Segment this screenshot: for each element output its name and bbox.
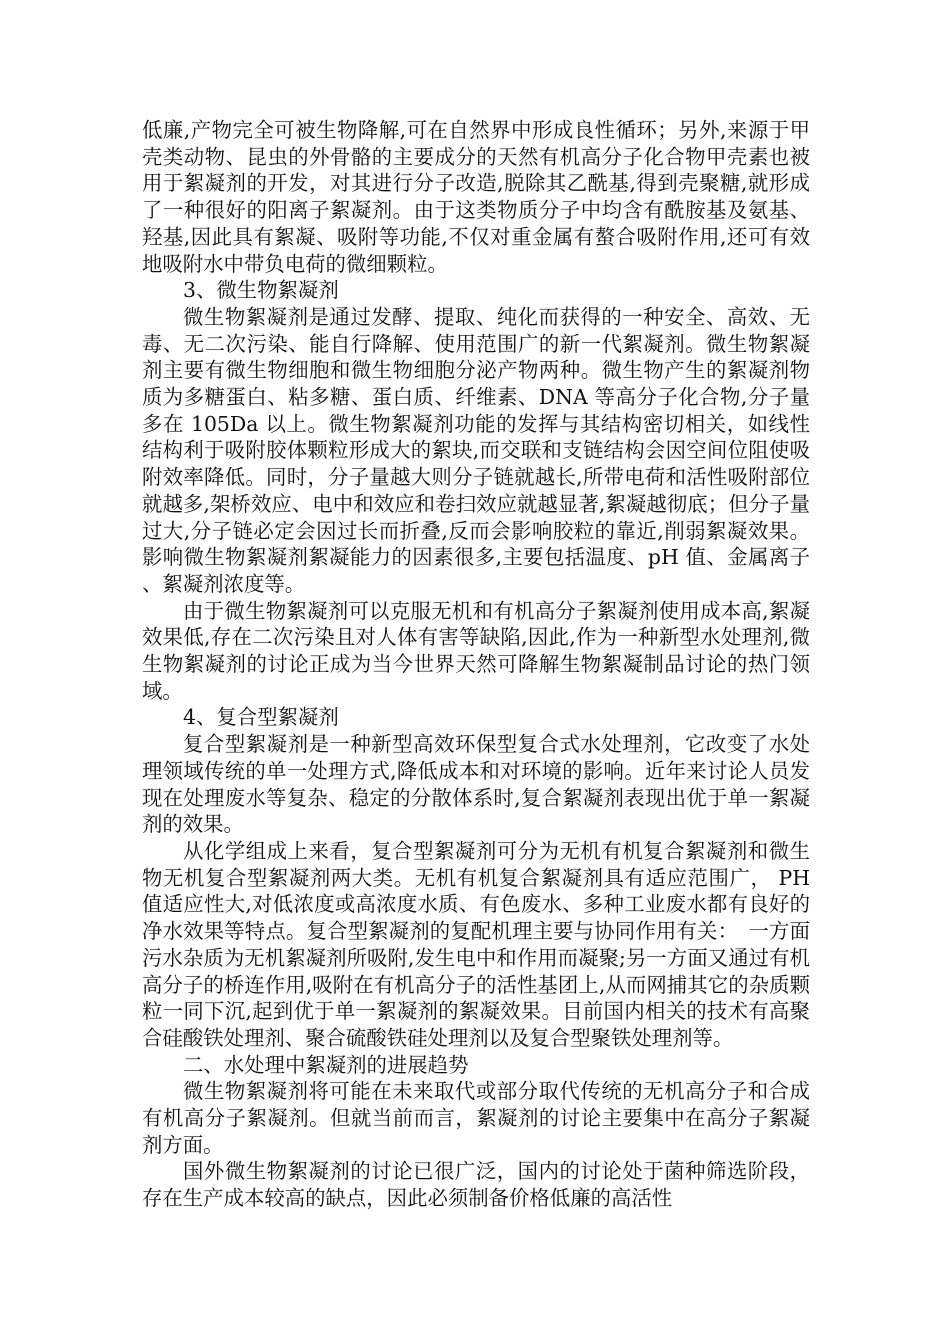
section-heading-composite-flocculant: 4、复合型絮凝剂	[183, 705, 339, 730]
paragraph: 国外微生物絮凝剂的讨论已很广泛，国内的讨论处于菌种筛选阶段，存在生产成本较高的缺点，因此必须制备价格低廉的高活性	[142, 1159, 810, 1211]
paragraph: 复合型絮凝剂是一种新型高效环保型复合式水处理剂，它改变了水处理领域传统的单一处理方式,降低成本和对环境的影响。近年来讨论人员发现在处理废水等复杂、稳定的分散体系时,复合絮凝剂表现出优于单一絮凝剂的效果。	[142, 732, 810, 837]
document-body	[142, 117, 810, 1212]
paragraph: 由于微生物絮凝剂可以克服无机和有机高分子絮凝剂使用成本高,絮凝效果低,存在二次污染且对人体有害等缺陷,因此,作为一种新型水处理剂,微生物絮凝剂的讨论正成为当今世界天然可降解生物絮凝制品讨论的热门领域。	[142, 598, 810, 703]
section-heading-microbial-flocculant: 3、微生物絮凝剂	[183, 278, 339, 303]
paragraph: 微生物絮凝剂是通过发酵、提取、纯化而获得的一种安全、高效、无毒、无二次污染、能自行降解、使用范围广的新一代絮凝剂。微生物絮凝剂主要有微生物细胞和微生物细胞分泌产物两种。微生物产生的絮凝剂物质为多糖蛋白、粘多糖、蛋白质、纤维素、DNA 等高分子化合物,分子量多在 105Da 以上。微生物絮凝剂功能的发挥与其结构密切相关，如线性结构利于吸附胶体颗粒形成大的絮块,而交联和支链结构会因空间位阻使吸附效率降低。同时，分子量越大则分子链就越长,所带电荷和活性吸附部位就越多,架桥效应、电中和效应和卷扫效应就越显著,絮凝越彻底；但分子量过大,分子链必定会因过长而折叠,反而会影响胶粒的靠近,削弱絮凝效果。影响微生物絮凝剂絮凝能力的因素很多,主要包括温度、pH 值、金属离子、絮凝剂浓度等。	[142, 304, 810, 596]
section-heading-development-trend: 二、水处理中絮凝剂的进展趋势	[183, 1052, 469, 1077]
paragraph: 从化学组成上来看，复合型絮凝剂可分为无机有机复合絮凝剂和微生物无机复合型絮凝剂两大类。无机有机复合絮凝剂具有适应范围广， PH 值适应性大,对低浓度或高浓度水质、有色废水、多种工业废水都有良好的净水效果等特点。复合型絮凝剂的复配机理主要与协同作用有关： 一方面污水杂质为无机絮凝剂所吸附,发生电中和作用而凝聚;另一方面又通过有机高分子的桥连作用,吸附在有机高分子的活性基团上,从而网捕其它的杂质颗粒一同下沉,起到优于单一絮凝剂的絮凝效果。目前国内相关的技术有高聚合硅酸铁处理剂、聚合硫酸铁硅处理剂以及复合型聚铁处理剂等。	[142, 838, 810, 1050]
paragraph-continuation: 低廉,产物完全可被生物降解,可在自然界中形成良性循环；另外,来源于甲壳类动物、昆虫的外骨骼的主要成分的天然有机高分子化合物甲壳素也被用于絮凝剂的开发，对其进行分子改造,脱除其乙酰基,得到壳聚糖,就形成了一种很好的阳离子絮凝剂。由于这类物质分子中均含有酰胺基及氨基、羟基,因此具有絮凝、吸附等功能,不仅对重金属有螯合吸附作用,还可有效地吸附水中带负电荷的微细颗粒。	[142, 118, 810, 276]
paragraph: 微生物絮凝剂将可能在未来取代或部分取代传统的无机高分子和合成有机高分子絮凝剂。但就当前而言，絮凝剂的讨论主要集中在高分子絮凝剂方面。	[142, 1079, 810, 1157]
